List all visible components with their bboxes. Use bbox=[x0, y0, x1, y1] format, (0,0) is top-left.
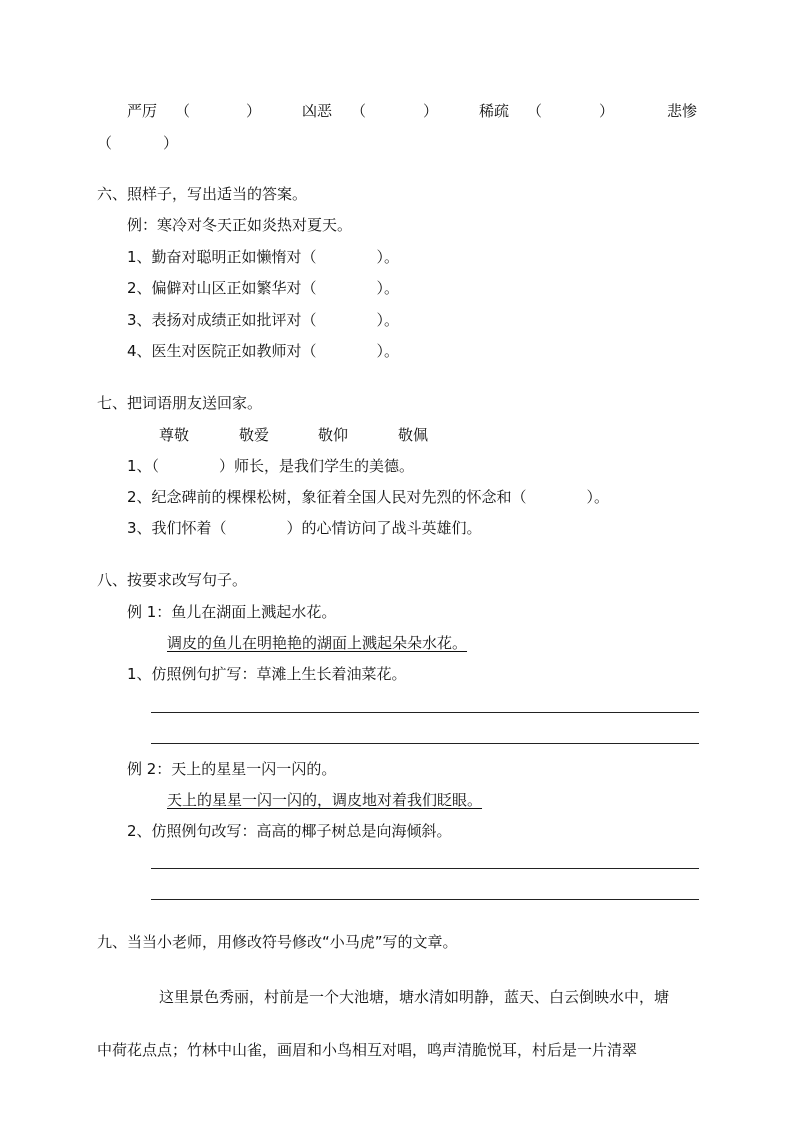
section-6-item: 4、医生对医院正如教师对（ ）。 bbox=[127, 342, 400, 360]
section-9-title: 九、当当小老师，用修改符号修改“小马虎”写的文章。 bbox=[97, 933, 458, 951]
answer-line[interactable] bbox=[151, 712, 699, 713]
section-6-title: 六、照样子，写出适当的答案。 bbox=[97, 185, 308, 203]
passage-line: 中荷花点点；竹林中山雀，画眉和小鸟相互对唱，鸣声清脆悦耳，村后是一片清翠 bbox=[97, 1041, 638, 1059]
blank-close: ） bbox=[163, 134, 179, 152]
section-8-title: 八、按要求改写句子。 bbox=[97, 571, 248, 589]
answer-line[interactable] bbox=[151, 899, 699, 900]
section-6-item: 1、勤奋对聪明正如懒惰对（ ）。 bbox=[127, 248, 400, 266]
example-1: 例 1：鱼儿在湖面上溅起水花。 bbox=[127, 603, 337, 621]
blank-open: （ bbox=[97, 134, 113, 152]
section-7-title: 七、把词语朋友送回家。 bbox=[97, 394, 263, 412]
passage-line: 这里景色秀丽，村前是一个大池塘，塘水清如明静，蓝天、白云倒映水中，塘 bbox=[159, 988, 670, 1006]
task-2: 2、仿照例句改写：高高的椰子树总是向海倾斜。 bbox=[127, 822, 452, 840]
section-6-example: 例：寒冷对冬天正如炎热对夏天。 bbox=[127, 216, 353, 234]
answer-line[interactable] bbox=[151, 868, 699, 869]
section-7-item: 2、纪念碑前的棵棵松树，象征着全国人民对先烈的怀念和（ ）。 bbox=[127, 488, 610, 506]
word-choice: 敬仰 bbox=[318, 426, 349, 444]
blank-close: ） bbox=[599, 102, 615, 120]
task-1: 1、仿照例句扩写：草滩上生长着油菜花。 bbox=[127, 665, 407, 683]
blank-open: （ bbox=[351, 102, 367, 120]
word-xiong-e: 凶恶 bbox=[302, 102, 333, 120]
blank-open: （ bbox=[175, 102, 191, 120]
blank-close: ） bbox=[246, 102, 262, 120]
section-7-item: 3、我们怀着（ ）的心情访问了战斗英雄们。 bbox=[127, 519, 482, 537]
word-choice: 敬爱 bbox=[239, 426, 270, 444]
section-7-item: 1、（ ）师长，是我们学生的美德。 bbox=[127, 457, 415, 475]
word-beican: 悲惨 bbox=[667, 102, 698, 120]
word-yanli: 严厉 bbox=[127, 102, 158, 120]
section-6-item: 2、偏僻对山区正如繁华对（ ）。 bbox=[127, 279, 400, 297]
word-choice: 敬佩 bbox=[398, 426, 429, 444]
example-2: 例 2：天上的星星一闪一闪的。 bbox=[127, 760, 337, 778]
blank-close: ） bbox=[423, 102, 439, 120]
answer-line[interactable] bbox=[151, 743, 699, 744]
example-1-answer: 调皮的鱼儿在明艳艳的湖面上溅起朵朵水花。 bbox=[167, 634, 468, 652]
blank-open: （ bbox=[527, 102, 543, 120]
example-2-answer: 天上的星星一闪一闪的，调皮地对着我们眨眼。 bbox=[167, 791, 483, 809]
section-6-item: 3、表扬对成绩正如批评对（ ）。 bbox=[127, 311, 400, 329]
word-choice: 尊敬 bbox=[159, 426, 190, 444]
word-xishu: 稀疏 bbox=[479, 102, 510, 120]
